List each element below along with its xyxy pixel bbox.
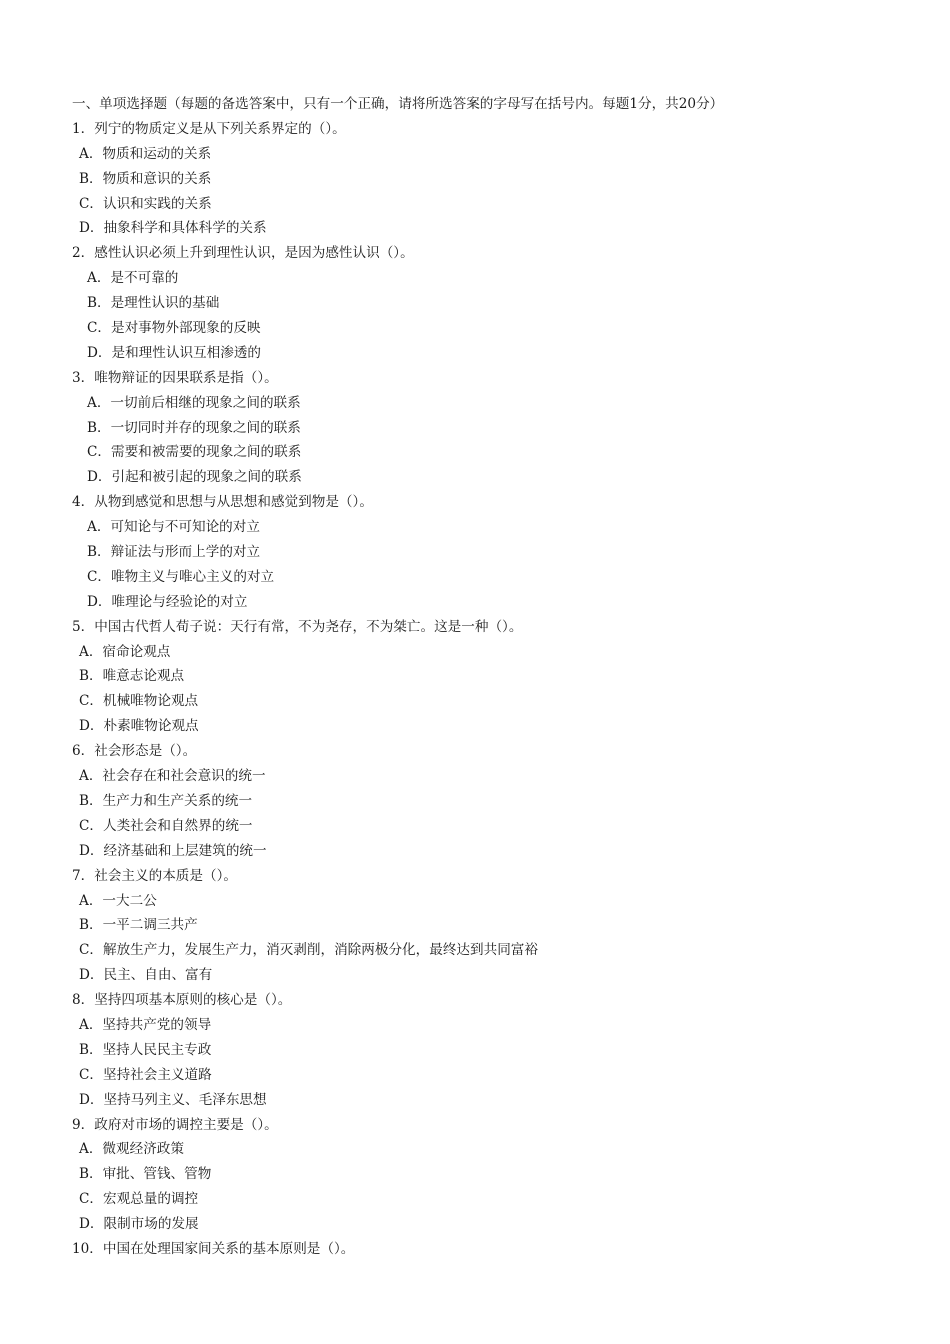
exam-page	[0, 92, 950, 1262]
question-4-option-c: C．唯物主义与唯心主义的对立	[87, 568, 275, 585]
question-3-stem: 3．唯物辩证的因果联系是指（）。	[72, 369, 278, 386]
question-4-option-b: B．辩证法与形而上学的对立	[87, 544, 261, 561]
question-3-option-b: B．一切同时并存的现象之间的联系	[87, 419, 301, 436]
question-1-option-b: B．物质和意识的关系	[79, 170, 212, 187]
question-2-option-c: C．是对事物外部现象的反映	[87, 320, 261, 337]
question-7-stem: 7．社会主义的本质是（）。	[72, 867, 237, 884]
question-3-option-d: D．引起和被引起的现象之间的联系	[87, 469, 302, 486]
section-title: 一、单项选择题（每题的备选答案中，只有一个正确，请将所选答案的字母写在括号内。每题1分，共20分）	[72, 96, 724, 112]
question-6-stem: 6．社会形态是（）。	[72, 743, 197, 760]
question-5-option-c: C．机械唯物论观点	[79, 693, 199, 710]
question-5-option-a: A．宿命论观点	[79, 643, 171, 660]
question-5-stem: 5．中国古代哲人荀子说：天行有常，不为尧存，不为桀亡。这是一种（）。	[72, 618, 523, 635]
question-7-option-a: A．一大二公	[79, 892, 157, 909]
question-1-stem: 1．列宁的物质定义是从下列关系界定的（）。	[72, 120, 346, 137]
question-8-option-b: B．坚持人民民主专政	[79, 1041, 212, 1058]
question-1-option-d: D．抽象科学和具体科学的关系	[79, 220, 267, 237]
question-8-option-c: C．坚持社会主义道路	[79, 1066, 212, 1083]
question-3-option-c: C．需要和被需要的现象之间的联系	[87, 444, 302, 461]
question-10-stem: 10．中国在处理国家间关系的基本原则是（）。	[72, 1240, 355, 1257]
question-6-option-a: A．社会存在和社会意识的统一	[79, 768, 266, 785]
question-2-option-a: A．是不可靠的	[87, 270, 179, 287]
question-9-option-b: B．审批、管钱、管物	[79, 1166, 212, 1183]
question-4-option-d: D．唯理论与经验论的对立	[87, 593, 248, 610]
question-8-stem: 8．坚持四项基本原则的核心是（）。	[72, 992, 292, 1009]
question-3-option-a: A．一切前后相继的现象之间的联系	[87, 394, 301, 411]
question-5-option-b: B．唯意志论观点	[79, 668, 185, 685]
question-7-option-c: C．解放生产力，发展生产力，消灭剥削，消除两极分化，最终达到共同富裕	[79, 942, 538, 959]
question-2-option-d: D．是和理性认识互相渗透的	[87, 344, 262, 361]
question-9-option-c: C．宏观总量的调控	[79, 1191, 199, 1208]
question-2-option-b: B．是理性认识的基础	[87, 295, 220, 312]
question-1-option-a: A．物质和运动的关系	[79, 145, 212, 162]
question-6-option-d: D．经济基础和上层建筑的统一	[79, 842, 267, 859]
question-9-stem: 9．政府对市场的调控主要是（）。	[72, 1116, 278, 1133]
question-9-option-a: A．微观经济政策	[79, 1141, 184, 1158]
question-4-stem: 4．从物到感觉和思想与从思想和感觉到物是（）。	[72, 494, 373, 511]
question-7-option-d: D．民主、自由、富有	[79, 967, 213, 984]
question-5-option-d: D．朴素唯物论观点	[79, 718, 199, 735]
question-8-option-a: A．坚持共产党的领导	[79, 1016, 212, 1033]
question-8-option-d: D．坚持马列主义、毛泽东思想	[79, 1091, 267, 1108]
question-9-option-d: D．限制市场的发展	[79, 1216, 199, 1233]
question-6-option-b: B．生产力和生产关系的统一	[79, 792, 253, 809]
question-4-option-a: A．可知论与不可知论的对立	[87, 519, 260, 536]
question-2-stem: 2．感性认识必须上升到理性认识，是因为感性认识（）。	[72, 245, 414, 262]
question-7-option-b: B．一平二调三共产	[79, 917, 198, 934]
question-6-option-c: C．人类社会和自然界的统一	[79, 817, 253, 834]
question-1-option-c: C．认识和实践的关系	[79, 195, 212, 212]
